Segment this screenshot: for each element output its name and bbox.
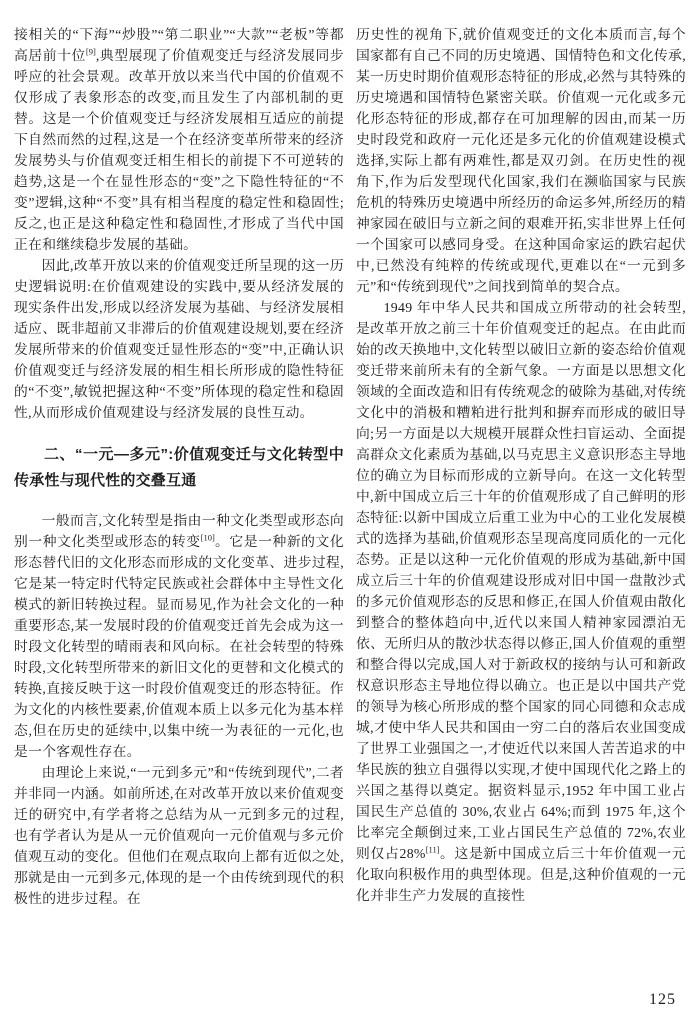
paragraph-text: 一般而言,文化转型是指由一种文化类型或形态向别一种文化类型或形态的转变 — [14, 513, 344, 549]
text-column-left — [14, 24, 344, 909]
section-heading-text: 二、“一元—多元”:价值观变迁与文化转型中传承性与现代性的交叠互通 — [14, 446, 344, 489]
footnote-ref-11: [11] — [425, 844, 440, 855]
footnote-ref-10: [10] — [200, 532, 215, 543]
paragraph-text: 1949 年中华人民共和国成立所带动的社会转型,是改革开放之前三十年价值观变迁的起点。在由此而始的改天换地中,文化转型以破旧立新的姿态给价值观变迁带来前所未有的全新气象。一方面是以思想文化领域的全面改造和旧有传统观念的破除为基础,对传统文化中的消极和糟粕进行批判和摒弃而形成的破旧导向;另一方面是以大规模开展群众性扫盲运动、全面提高群众文化素质为基础,以马克思主义意识形态主导地位的确立为目标而形成的立新导向。在这一文化转型中,新中国成立后三十年的价值观形成了自己鲜明的形态特征:以新中国成立后重工业为中心的工业化发展模式的选择为基础,价值观形态呈现高度同质化的一元化态势。正是以这种一元化价值观的形成为基础,新中国成立后三十年的价值观建设形成对旧中国一盘散沙式的多元价值观形态的反思和修正,在国人价值观由散化到整合的整体趋向中,近代以来国人精神家园漂泊无依、无所归从的散沙状态得以修正,国人价值观的重塑和整合得以完成,国人对于新政权的接纳与认可和新政权意识形态主导地位得以确立。也正是以中国共产党的领导为核心所形成的整个国家的同心同德和众志成城,才使中华人民共和国由一穷二白的落后农业国变成了世界工业强国之一,才使近代以来国人苦苦追求的中华民族的独立自强得以实现,才使中国现代化之路上的兴国之基得以奠定。据资料显示,1952 年中国工业占国民生产总值的 30%,农业占 64%;而到 1975 年,这个比率完全颠倒过来,工业占国民生产总值的 72%,农业则仅占28% — [356, 300, 686, 861]
paragraph-text: 接相关的“下海”“炒股”“第二职业”“大款”“老板”等都高居前十位 — [14, 27, 344, 63]
text-column-right — [356, 24, 686, 909]
paragraph-economy-continuation — [14, 24, 344, 255]
paragraph-theory — [14, 762, 344, 909]
paragraph-text: 。它是一种新的文化形态替代旧的文化形态而形成的文化变革、进步过程,它是某一特定时代特定民族或社会群体中主导性文化模式的新旧转换过程。显而易见,作为社会文化的一种重要形态,某一发展时段的价值观变迁首先会成为这一时段文化转型的晴雨表和风向标。在社会转型的特殊时段,文化转型所带来的新旧文化的更替和文化模式的转换,直接反映于这一时段价值观变迁的形态特征。作为文化的内核性要素,价值观本质上以多元化为基本样态,但在历史的延续中,以集中统一为表征的一元化,也是一个客观性存在。 — [14, 534, 344, 759]
paragraph-text: ,典型展现了价值观变迁与经济发展同步呼应的社会景观。改革开放以来当代中国的价值观不仅形成了表象形态的改变,而且发生了内部机制的更替。这是一个价值观变迁与经济发展相互适应的前提下自然而然的过程,这是一个在经济变革所带来的经济发展势头与价值观变迁相生相长的前提下不可逆转的趋势,这是一个在显性形态的“变”之下隐性特征的“不变”逻辑,这种“不变”具有相当程度的稳定性和稳固性;反之,也正是这种稳定性和稳固性,才形成了当代中国正在和继续稳步发展的基础。 — [14, 48, 344, 252]
paragraph-text: 历史性的视角下,就价值观变迁的文化本质而言,每个国家都有自己不同的历史境遇、国情特色和文化传承,某一历史时期价值观形态特征的形成,必然与其特殊的历史境遇和国情特色紧密关联。价值观一元化或多元化形态特征的形成,都存在可加理解的因由,而某一历史时段党和政府一元化还是多元化的价值观建设模式选择,实际上都有两难性,都是双刃剑。在历史性的视角下,作为后发型现代化国家,我们在濒临国家与民族危机的特殊历史境遇中所经历的命运多舛,所经历的精神家园在破旧与立新之间的艰难开拓,实非世界上任何一个国家可以感同身受。在这种国命家运的跌宕起伏中,已然没有纯粹的传统或现代,更难以在“一元到多元”和“传统到现代”之间找到简单的契合点。 — [356, 27, 686, 294]
paragraph-text: 由理论上来说,“一元到多元”和“传统到现代”,二者并非同一内涵。如前所述,在对改革开放以来价值观变迁的研究中,有学者将之总结为从一元到多元的过程,也有学者认为是从一元价值观向一元价值观与多元价值观互动的变化。但他们在观点取向上都有近似之处,那就是由一元到多元,体现的是一个由传统到现代的积极性的进步过程。在 — [14, 765, 344, 906]
paragraph-text: 因此,改革开放以来的价值观变迁所呈现的这一历史逻辑说明:在价值观建设的实践中,要从经济发展的现实条件出发,形成以经济发展为基础、与经济发展相适应、既非超前又非滞后的价值观建设规划,要在经济发展所带来的价值观变迁显性形态的“变”中,正确认识价值观变迁与经济发展的相生相长所形成的隐性特征的“不变”,敏锐把握这种“不变”所体现的稳定性和稳固性,从而形成价值观建设与经济发展的良性互动。 — [14, 258, 344, 420]
paragraph-culture-transform — [14, 510, 344, 762]
paragraph-history-view — [356, 24, 686, 297]
paragraph-1949-transition — [356, 297, 686, 906]
section-heading — [14, 442, 344, 494]
paragraph-text: 。这是新中国成立后三十年价值观一元化取向积极作用的典型体现。但是,这种价值观的一元化并非生产力发展的直接性 — [356, 846, 686, 903]
footnote-ref-9: [9] — [85, 46, 96, 57]
paragraph-conclusion — [14, 255, 344, 423]
page-number: 125 — [649, 991, 676, 1008]
